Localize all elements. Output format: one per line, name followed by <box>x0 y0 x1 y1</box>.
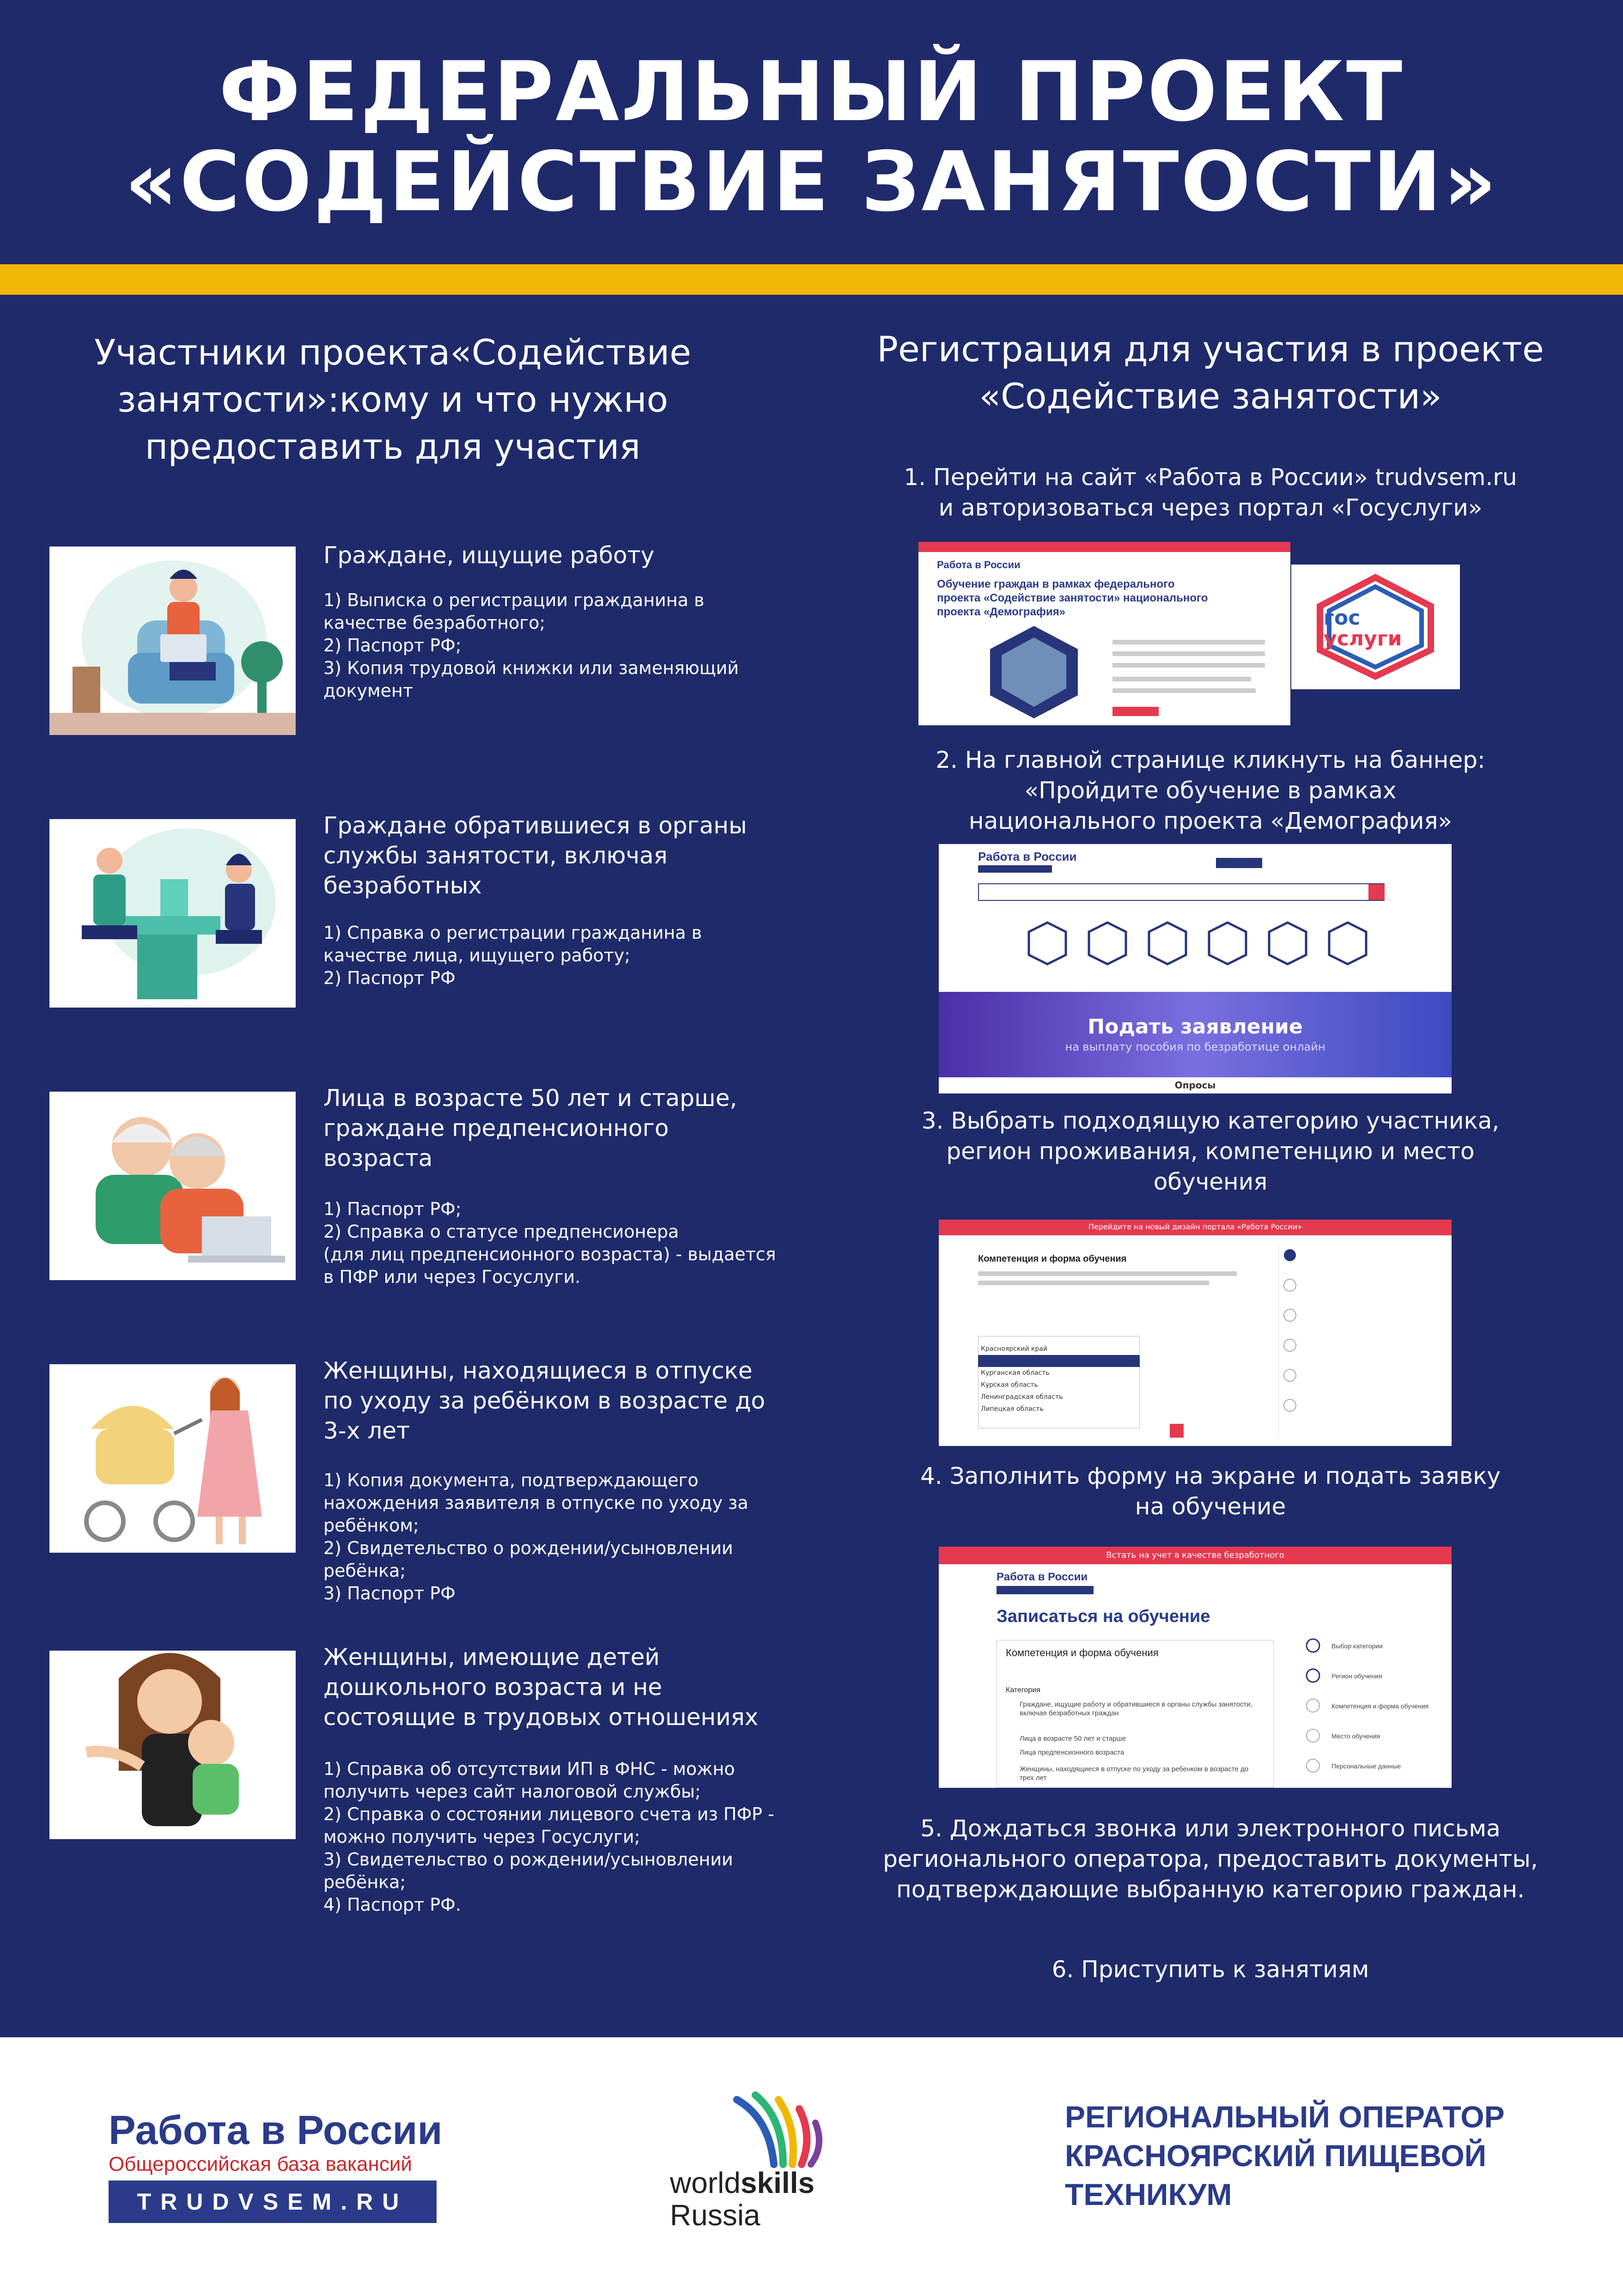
gosuslugi-logo <box>1291 565 1460 689</box>
card-3-text: 1) Паспорт РФ; 2) Справка о статусе предпенсионера (для лиц предпенсионного возраста) - выдается в ПФР или через Госуслуги. <box>323 1199 776 1287</box>
accent-divider <box>0 264 1623 295</box>
screenshot-category-select <box>939 1202 1452 1446</box>
step-2-text: 2. На главной странице кликнуть на баннер: «Пройдите обучение в рамках национального проекта «Демография» <box>936 747 1485 834</box>
rabota-v-rossii-logo: Работа в России <box>109 2107 443 2153</box>
gosuslugi-text-1: гос <box>1324 606 1361 630</box>
registration-heading: Регистрация для участия в проекте «Содействие занятости» <box>877 328 1544 417</box>
shot2-banner-title: Подать заявление <box>1088 1015 1303 1039</box>
employment-office-illustration <box>49 819 296 1008</box>
shot1-headline: Обучение граждан в рамках федерального проекта «Содействие занятости» национального проекта «Демография» <box>937 578 1208 618</box>
shot4-logo: Работа в России <box>997 1571 1088 1583</box>
shot4-step: Персональные данные <box>1331 1762 1401 1770</box>
senior-couple-illustration <box>49 1092 296 1280</box>
step-5-text: 5. Дождаться звонка или электронного письма регионального оператора, предоставить документы, подтверждающие выбранную категорию граждан. <box>883 1815 1538 1903</box>
rabota-v-rossii-subtitle: Общероссийская база вакансий <box>109 2153 412 2175</box>
mother-child-illustration <box>49 1651 296 1839</box>
shot4-step: Место обучения <box>1331 1732 1380 1740</box>
shot4-category-label: Категория <box>1006 1686 1040 1694</box>
ws-world: world <box>670 2166 741 2199</box>
screenshot-enroll-form <box>939 1529 1452 1788</box>
worldskills-logo-text <box>670 2167 815 2231</box>
shot3-list-item: Ленинградская область <box>981 1393 1063 1401</box>
shot3-list-item: Красноярский край <box>981 1345 1047 1353</box>
shot2-bottom-label: Опросы <box>1174 1080 1216 1091</box>
shot4-step: Регион обучения <box>1331 1672 1382 1680</box>
card-4-text: 1) Копия документа, подтверждающего нахождения заявителя в отпуске по уходу за ребёнком; 2) Свидетельство о рождении/усыновлении ребёнка; 3) Паспорт РФ <box>323 1470 748 1604</box>
shot3-topbar: Перейдите на новый дизайн портала «Работа России» <box>1088 1222 1302 1231</box>
step-4-text: 4. Заполнить форму на экране и подать заявку на обучение <box>920 1463 1501 1520</box>
card-4-title: Женщины, находящиеся в отпуске по уходу за ребёнком в возрасте до 3-х лет <box>323 1357 766 1444</box>
job-seeker-illustration <box>49 547 296 735</box>
step-6-text: 6. Приступить к занятиям <box>1052 1956 1369 1983</box>
page-title-line-1: ФЕДЕРАЛЬНЫЙ ПРОЕКТ <box>219 44 1404 140</box>
shot4-item: Женщины, находящиеся в отпуске по уходу за ребенком в возрасте до трех лет <box>1020 1765 1249 1782</box>
mother-stroller-illustration <box>49 1364 296 1553</box>
screenshot-trudvsem-home <box>939 844 1452 1093</box>
shot2-banner-sub: на выплату пособия по безработице онлайн <box>1065 1040 1325 1053</box>
card-2-title: Граждане обратившиеся в органы службы занятости, включая безработных <box>323 812 747 899</box>
card-2-text: 1) Справка о регистрации гражданина в качестве лица, ищущего работу; 2) Паспорт РФ <box>323 923 702 988</box>
ws-russia: Russia <box>670 2199 760 2232</box>
card-5-title: Женщины, имеющие детей дошкольного возраста и не состоящие в трудовых отношениях <box>323 1644 759 1731</box>
shot1-logo: Работа в России <box>937 559 1021 571</box>
shot4-step: Компетенция и форма обучения <box>1331 1702 1429 1710</box>
step-1-text: 1. Перейти на сайт «Работа в России» trudvsem.ru и авторизоваться через портал «Госуслуги» <box>904 464 1517 521</box>
shot3-list-item: Липецкая область <box>981 1405 1044 1413</box>
participants-heading: Участники проекта«Содействие занятости»:кому и что нужно предоставить для участия <box>94 332 692 467</box>
shot2-logo: Работа в России <box>978 850 1077 863</box>
card-1-text: 1) Выписка о регистрации гражданина в качестве безработного; 2) Паспорт РФ; 3) Копия трудовой книжки или заменяющий документ <box>323 590 739 701</box>
worldskills-logo-icon <box>718 2090 839 2174</box>
shot4-step: Выбор категории <box>1331 1642 1383 1650</box>
header-banner <box>0 0 1623 264</box>
shot4-title: Записаться на обучение <box>997 1607 1210 1626</box>
step-3-text: 3. Выбрать подходящую категорию участника, регион проживания, компетенцию и место обучения <box>921 1107 1500 1195</box>
card-3-title: Лица в возрасте 50 лет и старше, граждане предпенсионного возраста <box>323 1085 737 1172</box>
page-title-line-2: «СОДЕЙСТВИЕ ЗАНЯТОСТИ» <box>124 134 1499 230</box>
trudvsem-url: TRUDVSEM.RU <box>109 2181 437 2223</box>
shot4-topbar: Встать на учет в качестве безработного <box>1106 1550 1284 1560</box>
card-1-title: Граждане, ищущие работу <box>323 542 655 569</box>
screenshot-trudvsem-page <box>918 534 1290 725</box>
shot4-item: Лица предпенсионного возраста <box>1020 1749 1125 1756</box>
card-5-text: 1) Справка об отсутствии ИП в ФНС - можно получить через сайт налоговой службы; 2) Справка о состоянии лицевого счета из ПФР - можно получить через Госуслуги; 3) Свидетельство о рождении/усыновлении ребёнка; 4) Паспорт РФ. <box>323 1759 774 1915</box>
gosuslugi-text-2: услуги <box>1324 627 1402 650</box>
shot3-title: Компетенция и форма обучения <box>978 1254 1127 1264</box>
shot4-subtitle: Компетенция и форма обучения <box>1006 1647 1159 1658</box>
shot4-item: Граждане, ищущие работу и обратившиеся в органы службы занятости, включая безработных граждан <box>1020 1701 1253 1717</box>
shot3-list-item: Курганская область <box>981 1369 1050 1377</box>
ws-skills: skills <box>740 2166 815 2199</box>
regional-operator-text: РЕГИОНАЛЬНЫЙ ОПЕРАТОР КРАСНОЯРСКИЙ ПИЩЕВОЙ ТЕХНИКУМ <box>1065 2100 1505 2211</box>
shot4-item: Лица в возрасте 50 лет и старше <box>1020 1735 1126 1743</box>
shot3-list-item: Курская область <box>981 1381 1038 1389</box>
